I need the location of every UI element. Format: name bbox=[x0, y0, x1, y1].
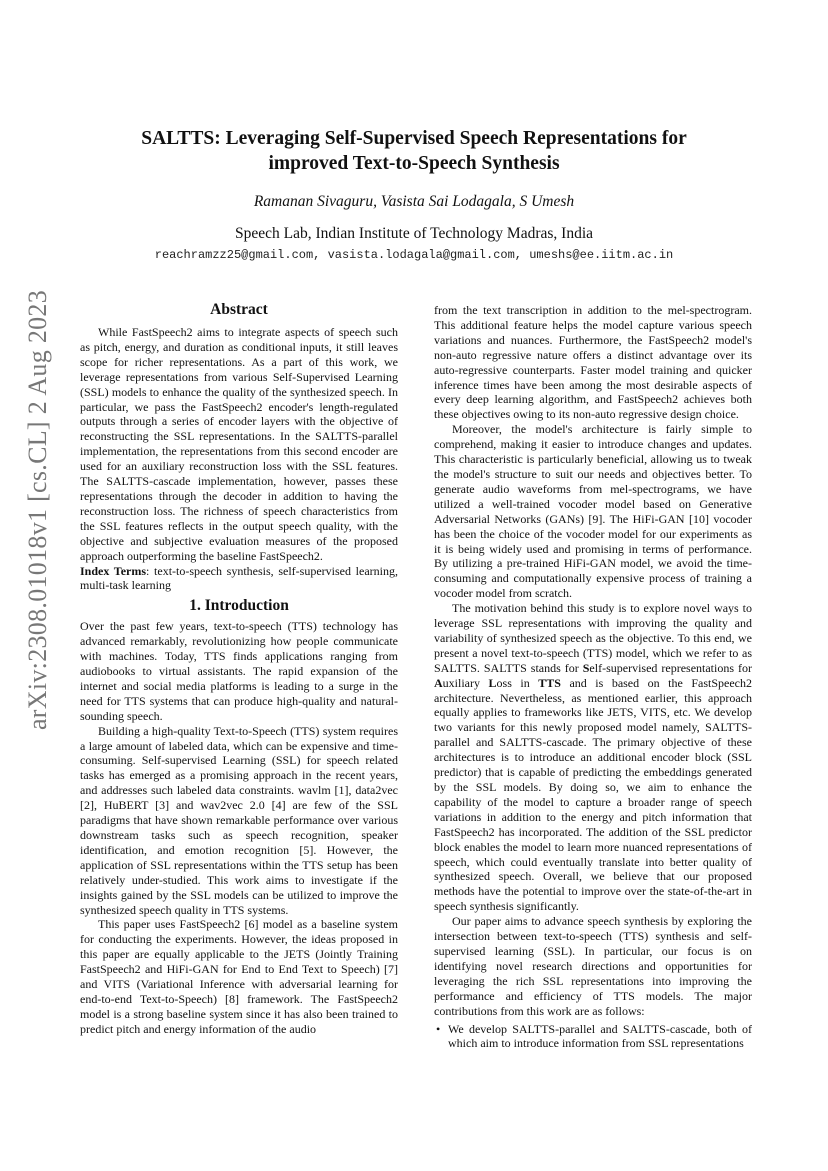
list-item: • We develop SALTTS-parallel and SALTTS-cascade, both of which aim to introduce information from SSL representations bbox=[448, 1022, 752, 1052]
intro-paragraph-3: This paper uses FastSpeech2 [6] model as a baseline system for conducting the experiments. However, the ideas proposed in this paper are equally applicable to the JETS (Jointly Training FastSpeech2 and HiFi-GAN for End to End Text to Speech) [7] and VITS (Variational Inference with adversarial learning for end-to-end Text-to-Speech) [8] framework. The FastSpeech2 model is a strong baseline system since it has also been trained to predict pitch and energy information of the audio bbox=[80, 917, 398, 1036]
intro-paragraph-3-continued: from the text transcription in addition to the mel-spectrogram. This additional feature helps the model capture various speech variations and nuances. Furthermore, the FastSpeech2 model's non-auto regressive nature offers a distinct advantage over its auto-regressive counterparts. Faster model training and quicker inference times have been among the most desirable aspects of every deep learning algorithm, and FastSpeech2 achieves both these objectives owing to its non-auto regressive design choice. bbox=[434, 303, 752, 422]
arxiv-sidebar bbox=[18, 150, 58, 870]
contributions-list bbox=[434, 1022, 752, 1052]
arxiv-identifier: arXiv:2308.01018v1 [cs.CL] 2 Aug 2023 bbox=[23, 289, 52, 731]
index-terms-text: : text-to-speech synthesis, self-supervised learning, multi-task learning bbox=[80, 563, 398, 593]
abstract-text: While FastSpeech2 aims to integrate aspects of speech such as pitch, energy, and duration as conditional inputs, it still leaves scope for richer representations. As a part of this work, we leverage representations from various Self-Supervised Learning (SSL) models to enhance the quality of the synthesized speech. In particular, we pass the FastSpeech2 encoder's length-regulated outputs through a series of encoder layers with the objective of reconstructing the SSL representations. In the SALTTS-parallel implementation, the representations from this second encoder are used for an auxiliary reconstruction loss with the SSL features. The SALTTS-cascade implementation, however, passes these representations through the decoder in addition to having the reconstruction loss. The richness of speech characteristics from the SSL features reflects in the output speech quality, with the objective and subjective evaluation measures of the proposed approach outperforming the baseline FastSpeech2. bbox=[80, 325, 398, 563]
introduction-heading: 1. Introduction bbox=[189, 597, 289, 615]
author-list: Ramanan Sivaguru, Vasista Sai Lodagala, S Umesh bbox=[253, 193, 575, 210]
intro-paragraph-5: The motivation behind this study is to explore novel ways to leverage SSL representations with improving the quality and variability of synthesized speech as the objective. To this end, we present a novel text-to-speech (TTS) model, which we refer to as SALTTS. SALTTS stands for Self-supervised representations for Auxiliary Loss in TTS and is based on the FastSpeech2 architecture. Nevertheless, as mentioned earlier, this approach equally applies to frameworks like JETS, VITS, etc. We develop two variants for this newly proposed model namely, SALTTS-parallel and SALTTS-cascade. The primary objective of these architectures is to introduce an additional encoder block (SSL predictor) that is capable of predicting the embeddings generated by the SSL models. By doing so, we aim to enhance the capability of the model to capture a broader range of speech variations in addition to the energy and pitch information that FastSpeech2 has incorporated. The addition of the SSL predictor block enables the model to learn more nuanced representations of speech, which could eventually translate into better quality of synthesized speech. Overall, we believe that our proposed methods have the potential to improve over the state-of-the-art in speech synthesis significantly. bbox=[434, 601, 752, 914]
intro-paragraph-4: Moreover, the model's architecture is fairly simple to comprehend, making it easier to introduce changes and updates. This characteristic is particularly beneficial, allowing us to tweak the model's structure to suit our needs and objectives better. To generate audio waveforms from mel-spectrograms, we have utilized a well-trained vocoder model based on Generative Adversarial Networks (GANs) [9]. The HiFi-GAN [10] vocoder has been the choice of the vocoder model for our experiments as it is being widely used and promising in terms of performance. By utilizing a pre-trained HiFi-GAN model, we avoid the time-consuming and computationally expensive process of training a vocoder model from scratch. bbox=[434, 422, 752, 601]
author-emails: reachramzz25@gmail.com, vasista.lodagala@gmail.com, umeshs@ee.iitm.ac.in bbox=[154, 248, 674, 262]
right-column bbox=[434, 303, 752, 1051]
index-terms bbox=[80, 564, 398, 594]
paper-title bbox=[80, 126, 748, 176]
intro-paragraph-1: Over the past few years, text-to-speech (TTS) technology has advanced remarkably, revolutionizing how people communicate with machines. Today, TTS finds applications ranging from audiobooks to virtual assistants. The rapid expansion of the internet and social media platforms is leading to a surge in the need for TTS systems that can produce high-quality and natural-sounding speech. bbox=[80, 619, 398, 723]
intro-paragraph-6: Our paper aims to advance speech synthesis by exploring the intersection between text-to-speech (TTS) synthesis and self-supervised learning (SSL). In particular, our focus is on identifying novel research directions and opportunities for leveraging the rich SSL representations into improving the performance and efficiency of TTS models. The major contributions from this work are as follows: bbox=[434, 914, 752, 1018]
title-line-2: improved Text-to-Speech Synthesis bbox=[268, 153, 560, 174]
affiliation: Speech Lab, Indian Institute of Technology Madras, India bbox=[234, 225, 594, 242]
abstract-heading: Abstract bbox=[210, 301, 268, 318]
intro-paragraph-2: Building a high-quality Text-to-Speech (TTS) system requires a large amount of labeled data, which can be expensive and time-consuming. Self-supervised Learning (SSL) for speech related tasks has emerged as a promising approach in the recent years, and addresses such labeled data constraints. wavlm [1], data2vec [2], HuBERT [3] and wav2vec 2.0 [4] are few of the SSL paradigms that have shown remarkable performance over various downstream tasks such as speech recognition, speaker identification, and emotion recognition [5]. However, the application of SSL representations within the TTS setup has been relatively under-studied. This work aims to investigate if the insights gained by the SSL models can be utilized to improve the synthesized speech quality in TTS systems. bbox=[80, 723, 398, 917]
index-terms-label: Index Terms bbox=[80, 563, 147, 578]
title-line-1: SALTTS: Leveraging Self-Supervised Speech Representations for bbox=[141, 128, 687, 149]
left-column bbox=[80, 300, 398, 1037]
